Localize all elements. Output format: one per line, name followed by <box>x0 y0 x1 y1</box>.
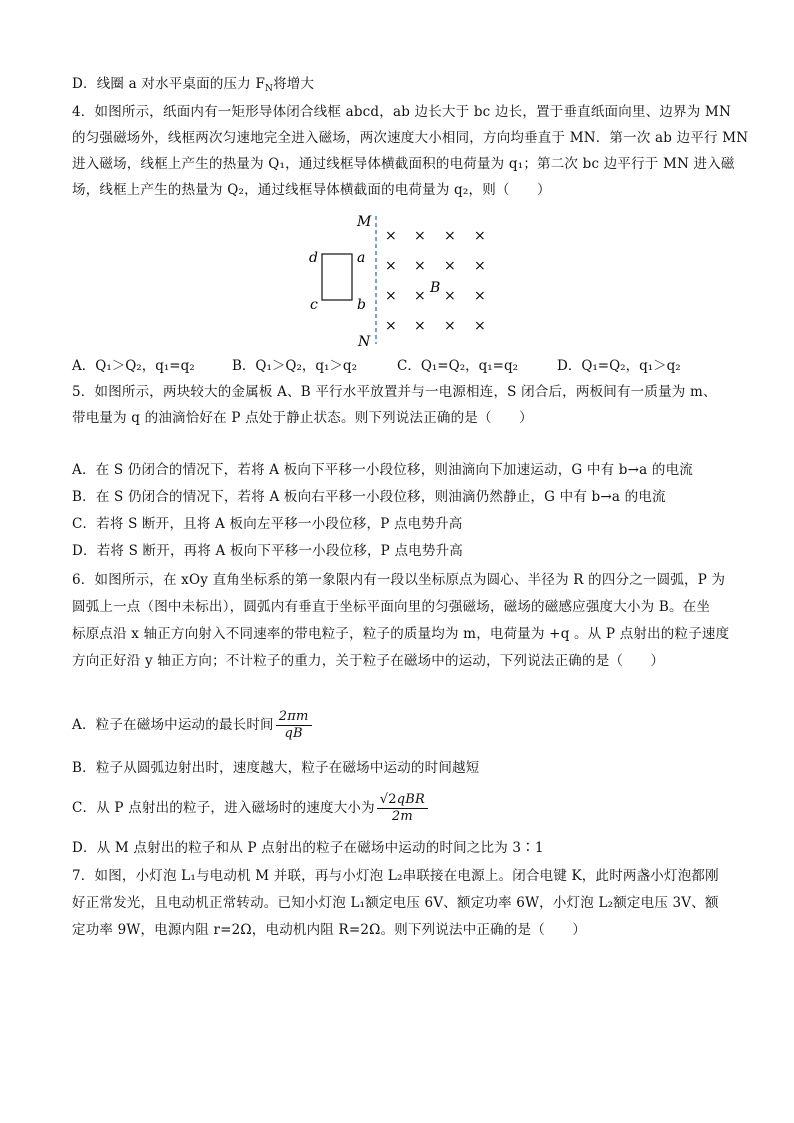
q6-stem-line1: 6．如图所示，在 xOy 直角坐标系的第一象限内有一段以坐标原点为圆心、半径为 R 的四分之一圆弧，P 为 <box>72 572 726 588</box>
q4-options <box>72 354 732 376</box>
q4-option-d: D．Q₁=Q₂，q₁＞q₂ <box>557 358 681 374</box>
q4-stem-line2: 的匀强磁场外，线框两次匀速地完全进入磁场，两次速度大小相同，方向均垂直于 MN．第一次 ab 边平行 MN <box>72 130 749 146</box>
q4-stem-line3: 进入磁场，线框上产生的热量为 Q₁，通过线框导体横截面积的电荷量为 q₁；第二次 bc 边平行于 MN 进入磁 <box>72 156 735 172</box>
q5-stem-line1: 5．如图所示，两块较大的金属板 A、B 平行水平放置并与一电源相连，S 闭合后，两板间有一质量为 m、 <box>72 384 717 400</box>
label-b: b <box>357 297 366 313</box>
q6-option-b: B．粒子从圆弧边射出时，速度越大，粒子在磁场中运动的时间越短 <box>72 760 480 776</box>
fraction-sqrt2qBR-over-2m: $\frac{\text{√2qBR}}{2m}$ <box>377 792 428 825</box>
label-a: a <box>357 250 366 266</box>
q6-stem-line3: 标原点沿 x 轴正方向射入不同速率的带电粒子，粒子的质量均为 m，电荷量为 +q 。从 P 点射出的粒子速度 <box>72 626 730 642</box>
cross: × <box>444 258 456 274</box>
q5-stem-line2: 带电量为 q 的油滴恰好在 P 点处于静止状态。则下列说法正确的是（ ） <box>72 410 533 426</box>
label-N: N <box>358 334 371 348</box>
cross: × <box>385 258 397 274</box>
q5-option-c: C．若将 S 断开，且将 A 板向左平移一小段位移，P 点电势升高 <box>72 516 463 532</box>
q6-stem-line4: 方向正好沿 y 轴正方向；不计粒子的重力，关于粒子在磁场中的运动，下列说法正确的是（ ） <box>72 653 665 669</box>
label-B: B <box>430 280 441 296</box>
label-c: c <box>310 297 318 313</box>
q7-stem-line2: 好正常发光，且电动机正常转动。已知小灯泡 L₁额定电压 6V、额定功率 6W，小灯泡 L₂额定电压 3V、额 <box>72 895 719 911</box>
cross: × <box>414 228 426 244</box>
q4-magnetic-field-figure <box>300 212 500 348</box>
q6-option-a: A．粒子在磁场中运动的最长时间 $\frac{2\pi m}{qB}$ <box>72 705 724 745</box>
frame-abcd <box>322 254 352 300</box>
q4-option-a: A．Q₁＞Q₂，q₁=q₂ <box>72 358 195 374</box>
cross: × <box>444 228 456 244</box>
q6-option-d: D．从 M 点射出的粒子和从 P 点射出的粒子在磁场中运动的时间之比为 3∶1 <box>72 840 544 856</box>
q4-stem-line1: 4．如图所示，纸面内有一矩形导体闭合线框 abcd，ab 边长大于 bc 边长，置于垂直纸面向里、边界为 MN <box>72 104 731 120</box>
cross: × <box>385 228 397 244</box>
q6-option-c: C．从 P 点射出的粒子，进入磁场时的速度大小为 $\frac{\text{√2qBR}}{2m}$ <box>72 788 724 828</box>
cross: × <box>444 288 456 304</box>
cross: × <box>474 288 486 304</box>
label-M: M <box>357 214 372 230</box>
cross: × <box>444 318 456 334</box>
fraction-2pim-over-qB: $\frac{2\pi m}{qB}$ <box>276 709 312 742</box>
cross: × <box>474 318 486 334</box>
q4-option-c: C．Q₁=Q₂，q₁=q₂ <box>397 358 519 374</box>
label-d: d <box>309 250 318 266</box>
cross: × <box>474 228 486 244</box>
q5-option-a: A．在 S 仍闭合的情况下，若将 A 板向下平移一小段位移，则油滴向下加速运动，G 中有 b→a 的电流 <box>72 462 693 478</box>
q6-stem-line2: 圆弧上一点（图中未标出），圆弧内有垂直于坐标平面向里的匀强磁场，磁场的磁感应强度大小为 B。在坐 <box>72 599 711 615</box>
cross: × <box>414 258 426 274</box>
q7-stem-line1: 7．如图，小灯泡 L₁与电动机 M 并联，再与小灯泡 L₂串联接在电源上。闭合电键 K，此时两盏小灯泡都刚 <box>72 868 719 884</box>
q4-option-b: B．Q₁＞Q₂，q₁＞q₂ <box>232 358 357 374</box>
q3-option-d: D．线圈 a 对水平桌面的压力 $F_N$将增大 <box>72 76 315 94</box>
cross: × <box>414 318 426 334</box>
q7-stem-line3: 定功率 9W，电源内阻 r=2Ω，电动机内阻 R=2Ω。则下列说法中正确的是（ ） <box>72 922 587 938</box>
q5-option-d: D．若将 S 断开，再将 A 板向下平移一小段位移，P 点电势升高 <box>72 543 463 559</box>
cross: × <box>474 258 486 274</box>
q5-option-b: B．在 S 仍闭合的情况下，若将 A 板向右平移一小段位移，则油滴仍然静止，G 中有 b→a 的电流 <box>72 489 666 505</box>
q4-stem-line4: 场，线框上产生的热量为 Q₂，通过线框导体横截面的电荷量为 q₂，则（ ） <box>72 182 551 198</box>
cross: × <box>385 288 397 304</box>
cross: × <box>385 318 397 334</box>
cross: × <box>414 288 426 304</box>
